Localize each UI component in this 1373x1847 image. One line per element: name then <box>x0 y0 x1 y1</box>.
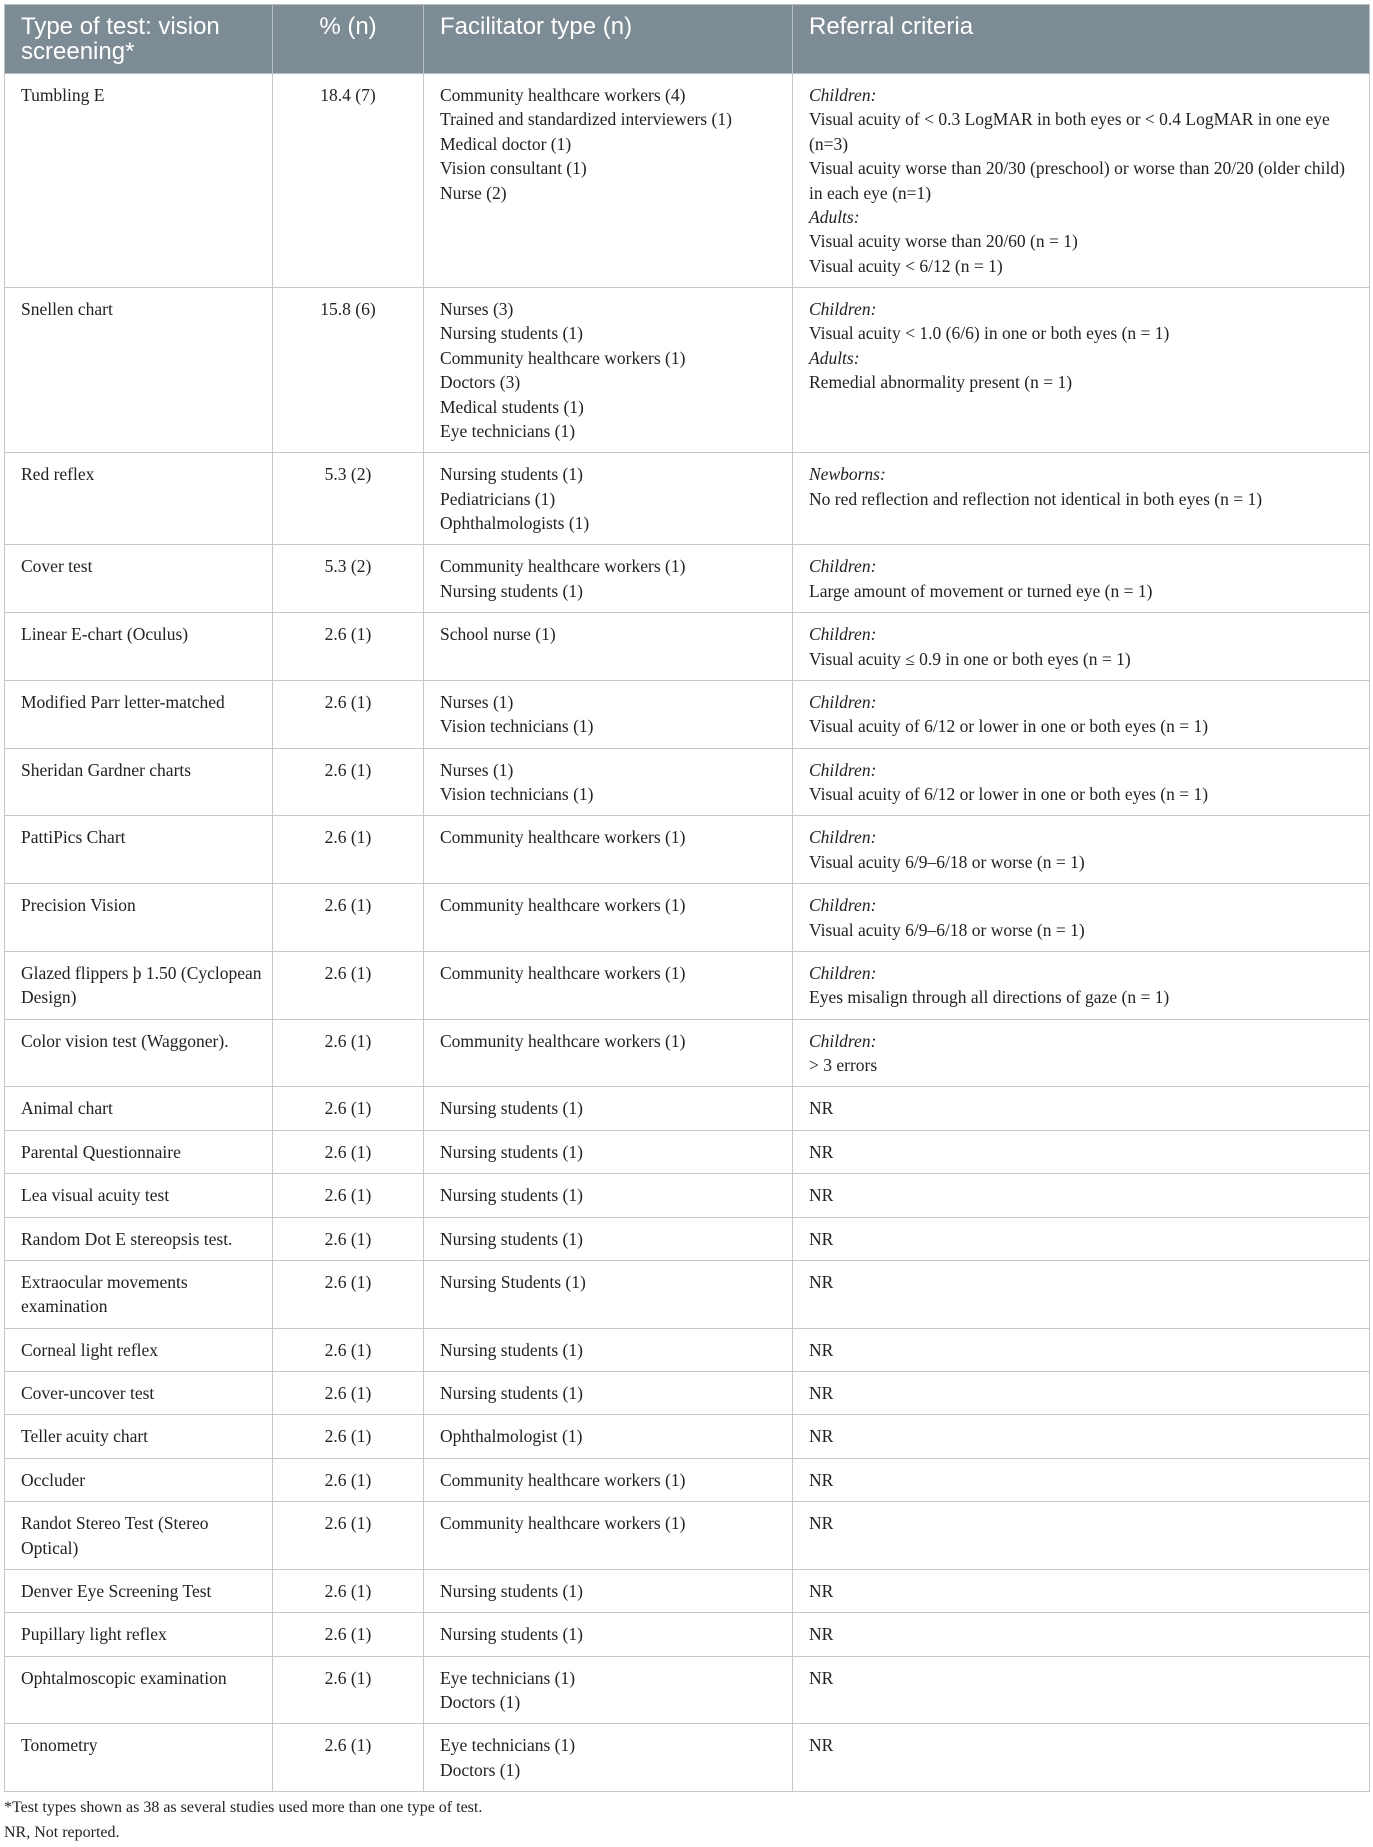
footnote-nr: NR, Not reported. <box>4 1824 120 1841</box>
facilitator-item: Nursing students (1) <box>440 1228 583 1249</box>
facilitator-item: Vision consultant (1) <box>440 158 587 179</box>
footnotes <box>4 1795 482 1845</box>
cell-referral-criteria <box>793 951 1370 1019</box>
cell-referral-criteria <box>793 884 1370 952</box>
cell-percent: 2.6 (1) <box>273 951 424 1019</box>
table-row <box>5 1458 1370 1501</box>
facilitator-item: Nursing students (1) <box>440 323 583 344</box>
criterion-text: Visual acuity worse than 20/60 (n = 1) <box>809 231 1078 252</box>
facilitator-item: School nurse (1) <box>440 624 556 645</box>
facilitator-item: Pediatricians (1) <box>440 488 556 509</box>
criterion-text: Visual acuity of < 0.3 LogMAR in both eyes or < 0.4 LogMAR in one eye (n=3) <box>809 109 1330 154</box>
cell-test-type: Sheridan Gardner charts <box>5 748 273 816</box>
table-row <box>5 453 1370 545</box>
facilitator-item: Community healthcare workers (1) <box>440 1030 686 1051</box>
cell-referral-criteria <box>793 1415 1370 1458</box>
facilitator-item: Nursing students (1) <box>440 1098 583 1119</box>
cell-facilitators <box>424 1087 793 1130</box>
facilitator-item: Community healthcare workers (1) <box>440 1469 686 1490</box>
table-body <box>5 74 1370 1792</box>
facilitator-item: Nursing students (1) <box>440 1141 583 1162</box>
table-row <box>5 1569 1370 1612</box>
facilitator-item: Community healthcare workers (1) <box>440 895 686 916</box>
cell-percent: 5.3 (2) <box>273 545 424 613</box>
criterion-text: Large amount of movement or turned eye (n = 1) <box>809 580 1153 601</box>
table-row <box>5 1372 1370 1415</box>
facilitator-item: Nursing students (1) <box>440 1580 583 1601</box>
criterion-text: NR <box>809 1185 834 1206</box>
cell-facilitators <box>424 1569 793 1612</box>
population-label: Newborns: <box>809 464 886 485</box>
cell-test-type: Tumbling E <box>5 74 273 288</box>
cell-percent: 2.6 (1) <box>273 1217 424 1260</box>
criterion-text: Remedial abnormality present (n = 1) <box>809 372 1073 393</box>
cell-referral-criteria <box>793 1217 1370 1260</box>
criterion-text: Visual acuity worse than 20/30 (preschool) or worse than 20/20 (older child) in each eye (n=1) <box>809 158 1345 203</box>
facilitator-item: Eye technicians (1) <box>440 1667 576 1688</box>
cell-referral-criteria <box>793 748 1370 816</box>
cell-percent: 2.6 (1) <box>273 1130 424 1173</box>
facilitator-item: Vision technicians (1) <box>440 716 594 737</box>
population-label: Children: <box>809 624 877 645</box>
criterion-text: > 3 errors <box>809 1055 878 1075</box>
criterion-text: NR <box>809 1735 834 1756</box>
table-row <box>5 1502 1370 1570</box>
facilitator-item: Nursing students (1) <box>440 464 583 485</box>
cell-test-type: Cover-uncover test <box>5 1372 273 1415</box>
facilitator-item: Nursing students (1) <box>440 1185 583 1206</box>
cell-referral-criteria <box>793 453 1370 545</box>
cell-referral-criteria <box>793 1613 1370 1656</box>
cell-percent: 2.6 (1) <box>273 1656 424 1724</box>
facilitator-item: Nursing students (1) <box>440 1339 583 1360</box>
facilitator-item: Nurses (3) <box>440 299 514 319</box>
cell-facilitators <box>424 748 793 816</box>
criterion-text: NR <box>809 1271 834 1292</box>
cell-test-type: Tonometry <box>5 1724 273 1792</box>
facilitator-item: Nursing students (1) <box>440 1383 583 1403</box>
facilitator-item: Nurse (2) <box>440 182 507 203</box>
cell-facilitators <box>424 1372 793 1415</box>
cell-referral-criteria <box>793 288 1370 453</box>
cell-test-type: Linear E-chart (Oculus) <box>5 613 273 681</box>
cell-facilitators <box>424 1724 793 1792</box>
cell-percent: 2.6 (1) <box>273 680 424 748</box>
facilitator-item: Community healthcare workers (1) <box>440 827 686 848</box>
table-row <box>5 884 1370 952</box>
cell-referral-criteria <box>793 1458 1370 1501</box>
cell-percent: 15.8 (6) <box>273 288 424 453</box>
criterion-text: Visual acuity 6/9–6/18 or worse (n = 1) <box>809 919 1085 940</box>
cell-test-type: Randot Stereo Test (Stereo Optical) <box>5 1502 273 1570</box>
table-row <box>5 1130 1370 1173</box>
facilitator-item: Eye technicians (1) <box>440 1735 576 1756</box>
table-row <box>5 1415 1370 1458</box>
cell-referral-criteria <box>793 816 1370 884</box>
cell-test-type: Color vision test (Waggoner). <box>5 1019 273 1087</box>
cell-facilitators <box>424 816 793 884</box>
table-row <box>5 1724 1370 1792</box>
cell-facilitators <box>424 1019 793 1087</box>
table-header <box>5 5 1370 74</box>
table-row <box>5 1174 1370 1217</box>
facilitator-item: Community healthcare workers (1) <box>440 347 686 368</box>
table-row <box>5 1260 1370 1328</box>
criterion-text: Visual acuity < 1.0 (6/6) in one or both eyes (n = 1) <box>809 323 1170 344</box>
header-row <box>5 5 1370 74</box>
cell-facilitators <box>424 613 793 681</box>
facilitator-item: Vision technicians (1) <box>440 784 594 804</box>
facilitator-item: Nursing Students (1) <box>440 1271 586 1292</box>
cell-test-type: Denver Eye Screening Test <box>5 1569 273 1612</box>
table-row <box>5 1217 1370 1260</box>
cell-facilitators <box>424 1656 793 1724</box>
cell-percent: 2.6 (1) <box>273 613 424 681</box>
cell-facilitators <box>424 680 793 748</box>
criterion-text: Visual acuity of 6/12 or lower in one or both eyes (n = 1) <box>809 716 1209 737</box>
facilitator-item: Doctors (1) <box>440 1692 521 1712</box>
cell-test-type: Teller acuity chart <box>5 1415 273 1458</box>
cell-referral-criteria <box>793 545 1370 613</box>
population-label: Children: <box>809 85 877 105</box>
population-label: Children: <box>809 1030 877 1051</box>
cell-percent: 2.6 (1) <box>273 1174 424 1217</box>
cell-referral-criteria <box>793 1087 1370 1130</box>
cell-facilitators <box>424 545 793 613</box>
header-percent: % (n) <box>273 5 424 74</box>
cell-test-type: Modified Parr letter-matched <box>5 680 273 748</box>
cell-facilitators <box>424 1328 793 1371</box>
table-row <box>5 545 1370 613</box>
footnote-asterisk: *Test types shown as 38 as several studies used more than one type of test. <box>4 1799 483 1816</box>
facilitator-item: Community healthcare workers (1) <box>440 556 686 577</box>
cell-test-type: Extraocular movements examination <box>5 1260 273 1328</box>
criterion-text: NR <box>809 1383 834 1403</box>
table-row <box>5 288 1370 453</box>
criterion-text: Visual acuity < 6/12 (n = 1) <box>809 255 1003 276</box>
cell-test-type: Animal chart <box>5 1087 273 1130</box>
cell-percent: 2.6 (1) <box>273 1613 424 1656</box>
cell-test-type: Red reflex <box>5 453 273 545</box>
table-row <box>5 1019 1370 1087</box>
cell-percent: 2.6 (1) <box>273 1019 424 1087</box>
cell-referral-criteria <box>793 1656 1370 1724</box>
cell-percent: 2.6 (1) <box>273 1724 424 1792</box>
table-row <box>5 816 1370 884</box>
facilitator-item: Nurses (1) <box>440 691 514 712</box>
criterion-text: NR <box>809 1469 834 1490</box>
table-row <box>5 951 1370 1019</box>
criterion-text: Eyes misalign through all directions of gaze (n = 1) <box>809 987 1170 1008</box>
criterion-text: NR <box>809 1141 834 1162</box>
criterion-text: NR <box>809 1228 834 1249</box>
vision-screening-table <box>4 4 1370 1792</box>
facilitator-item: Community healthcare workers (4) <box>440 85 686 105</box>
facilitator-item: Trained and standardized interviewers (1) <box>440 109 732 130</box>
cell-facilitators <box>424 1502 793 1570</box>
criterion-text: Visual acuity 6/9–6/18 or worse (n = 1) <box>809 851 1085 872</box>
facilitator-item: Doctors (3) <box>440 372 521 393</box>
cell-test-type: Ophtalmoscopic examination <box>5 1656 273 1724</box>
population-label: Children: <box>809 759 877 780</box>
cell-facilitators <box>424 1174 793 1217</box>
facilitator-item: Eye technicians (1) <box>440 420 576 441</box>
header-test-type: Type of test: vision screening* <box>5 5 273 74</box>
cell-facilitators <box>424 453 793 545</box>
facilitator-item: Nurses (1) <box>440 759 514 780</box>
cell-facilitators <box>424 288 793 453</box>
header-facilitator: Facilitator type (n) <box>424 5 793 74</box>
criterion-text: No red reflection and reflection not identical in both eyes (n = 1) <box>809 488 1263 509</box>
criterion-text: NR <box>809 1667 834 1688</box>
cell-facilitators <box>424 1415 793 1458</box>
cell-percent: 2.6 (1) <box>273 884 424 952</box>
cell-percent: 5.3 (2) <box>273 453 424 545</box>
cell-facilitators <box>424 74 793 288</box>
cell-percent: 2.6 (1) <box>273 1328 424 1371</box>
facilitator-item: Nursing students (1) <box>440 1624 583 1645</box>
cell-facilitators <box>424 884 793 952</box>
cell-percent: 2.6 (1) <box>273 1087 424 1130</box>
cell-percent: 2.6 (1) <box>273 1372 424 1415</box>
facilitator-item: Doctors (1) <box>440 1759 521 1780</box>
cell-referral-criteria <box>793 613 1370 681</box>
cell-referral-criteria <box>793 1174 1370 1217</box>
facilitator-item: Medical students (1) <box>440 396 584 417</box>
facilitator-item: Ophthalmologist (1) <box>440 1426 583 1447</box>
cell-percent: 18.4 (7) <box>273 74 424 288</box>
cell-test-type: Snellen chart <box>5 288 273 453</box>
cell-referral-criteria <box>793 1569 1370 1612</box>
table-row <box>5 1613 1370 1656</box>
cell-test-type: Random Dot E stereopsis test. <box>5 1217 273 1260</box>
criterion-text: NR <box>809 1513 834 1534</box>
criterion-text: Visual acuity ≤ 0.9 in one or both eyes (n = 1) <box>809 648 1131 669</box>
cell-referral-criteria <box>793 1502 1370 1570</box>
criterion-text: NR <box>809 1098 834 1119</box>
cell-facilitators <box>424 1217 793 1260</box>
cell-percent: 2.6 (1) <box>273 1260 424 1328</box>
cell-percent: 2.6 (1) <box>273 816 424 884</box>
population-label: Children: <box>809 556 877 577</box>
cell-facilitators <box>424 951 793 1019</box>
population-label: Children: <box>809 691 877 712</box>
table-row <box>5 613 1370 681</box>
header-referral: Referral criteria <box>793 5 1370 74</box>
cell-test-type: Parental Questionnaire <box>5 1130 273 1173</box>
criterion-text: Visual acuity of 6/12 or lower in one or both eyes (n = 1) <box>809 784 1209 804</box>
table-row <box>5 680 1370 748</box>
criterion-text: NR <box>809 1580 834 1601</box>
cell-facilitators <box>424 1613 793 1656</box>
population-label: Adults: <box>809 206 860 227</box>
cell-percent: 2.6 (1) <box>273 748 424 816</box>
criterion-text: NR <box>809 1426 834 1447</box>
cell-referral-criteria <box>793 680 1370 748</box>
table-row <box>5 1087 1370 1130</box>
cell-test-type: PattiPics Chart <box>5 816 273 884</box>
cell-test-type: Cover test <box>5 545 273 613</box>
cell-referral-criteria <box>793 1019 1370 1087</box>
population-label: Children: <box>809 895 877 916</box>
cell-referral-criteria <box>793 1724 1370 1792</box>
cell-referral-criteria <box>793 1328 1370 1371</box>
table-row <box>5 74 1370 288</box>
criterion-text: NR <box>809 1624 834 1645</box>
cell-referral-criteria <box>793 1260 1370 1328</box>
facilitator-item: Ophthalmologists (1) <box>440 513 590 533</box>
cell-percent: 2.6 (1) <box>273 1569 424 1612</box>
cell-test-type: Precision Vision <box>5 884 273 952</box>
cell-test-type: Lea visual acuity test <box>5 1174 273 1217</box>
cell-test-type: Corneal light reflex <box>5 1328 273 1371</box>
cell-test-type: Glazed flippers þ 1.50 (Cyclopean Design) <box>5 951 273 1019</box>
cell-referral-criteria <box>793 74 1370 288</box>
cell-test-type: Occluder <box>5 1458 273 1501</box>
criterion-text: NR <box>809 1339 834 1360</box>
population-label: Adults: <box>809 347 860 368</box>
cell-test-type: Pupillary light reflex <box>5 1613 273 1656</box>
table-row <box>5 1328 1370 1371</box>
cell-referral-criteria <box>793 1130 1370 1173</box>
cell-facilitators <box>424 1458 793 1501</box>
population-label: Children: <box>809 299 877 319</box>
facilitator-item: Nursing students (1) <box>440 580 583 601</box>
population-label: Children: <box>809 962 877 983</box>
facilitator-item: Community healthcare workers (1) <box>440 962 686 983</box>
cell-facilitators <box>424 1130 793 1173</box>
population-label: Children: <box>809 827 877 848</box>
table-row <box>5 748 1370 816</box>
cell-referral-criteria <box>793 1372 1370 1415</box>
facilitator-item: Community healthcare workers (1) <box>440 1513 686 1534</box>
cell-percent: 2.6 (1) <box>273 1502 424 1570</box>
cell-percent: 2.6 (1) <box>273 1458 424 1501</box>
cell-facilitators <box>424 1260 793 1328</box>
facilitator-item: Medical doctor (1) <box>440 133 572 154</box>
table-row <box>5 1656 1370 1724</box>
cell-percent: 2.6 (1) <box>273 1415 424 1458</box>
